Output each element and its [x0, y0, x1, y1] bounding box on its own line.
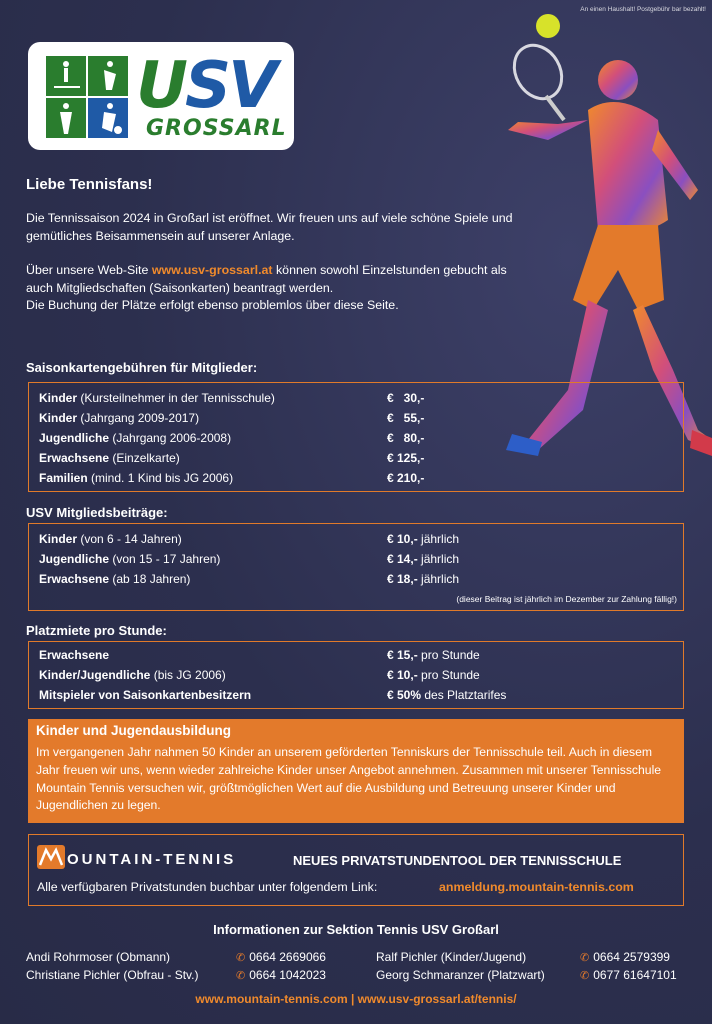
court-price: € 50% des Platztarifes [387, 688, 507, 702]
mountain-tennis-text: Alle verfügbaren Privatstunden buchbar unter folgendem Link: [37, 880, 378, 894]
postage-notice: An einen Haushalt! Postgebühr bar bezahlt! [580, 6, 706, 13]
footer-links[interactable]: www.mountain-tennis.com | www.usv-grossarl.at/tennis/ [195, 992, 517, 1006]
season-price: € 55,- [387, 411, 425, 425]
season-row: Erwachsene (Einzelkarte) [39, 451, 180, 465]
season-price: € 80,- [387, 431, 425, 445]
season-price: € 210,- [387, 471, 425, 485]
court-row: Erwachsene [39, 648, 110, 662]
membership-row: Jugendliche (von 15 - 17 Jahren) [39, 552, 221, 566]
membership-price: € 10,- jährlich [387, 532, 460, 546]
logo-grossarl-text: GROSSARL [146, 116, 287, 141]
phone-icon: ✆ [580, 952, 590, 964]
phone-icon: ✆ [580, 970, 590, 982]
mountain-tennis-box [28, 834, 684, 906]
contact-name: Georg Schmaranzer (Platzwart) [376, 968, 545, 982]
youth-training-text: Im vergangenen Jahr nahmen 50 Kinder an unserem geförderten Tenniskurs der Tennisschule teil. Auch in diesem Jahr freuen wir uns, wenn wieder zahlreiche Kinder unser Angebot annehmen. Zusammen mit unserer Tennisschule Mountain Tennis versuchen wir, größtmöglichen Wert auf die Ausbildung und Betreuung unserer Kinder und Jugendlichen zu legen. [36, 745, 662, 813]
court-rent-title: Platzmiete pro Stunde: [26, 623, 167, 638]
membership-title: USV Mitgliedsbeiträge: [26, 505, 168, 520]
season-fees-box [28, 382, 684, 492]
youth-training-box [28, 719, 684, 823]
court-row: Kinder/Jugendliche (bis JG 2006) [39, 668, 226, 682]
youth-training-title: Kinder und Jugendausbildung [36, 723, 231, 738]
intro-text [26, 210, 526, 332]
mountain-tennis-logo-text: OUNTAIN-TENNIS [67, 851, 237, 868]
court-price: € 15,- pro Stunde [387, 648, 480, 662]
logo-usv-text: USV [136, 49, 275, 123]
season-row: Jugendliche (Jahrgang 2006-2008) [39, 431, 232, 445]
season-price: € 30,- [387, 391, 425, 405]
intro-paragraph-2: Über unsere Web-Site www.usv-grossarl.at können sowohl Einzelstunden gebucht als auch Mitgliedschaften (Saisonkarten) beantragt werden. [26, 263, 507, 295]
membership-row: Erwachsene (ab 18 Jahren) [39, 572, 191, 586]
contact-name: Andi Rohrmoser (Obmann) [26, 950, 171, 964]
membership-price: € 14,- jährlich [387, 552, 460, 566]
membership-box [28, 523, 684, 611]
usv-logo [28, 42, 294, 150]
contact-phone[interactable]: ✆ 0664 1042023 [236, 968, 326, 982]
season-row: Familien (mind. 1 Kind bis JG 2006) [39, 471, 234, 485]
membership-price: € 18,- jährlich [387, 572, 460, 586]
contact-name: Ralf Pichler (Kinder/Jugend) [376, 950, 527, 964]
mountain-tennis-logo-icon [37, 845, 65, 869]
greeting-heading: Liebe Tennisfans! [26, 176, 153, 193]
season-row: Kinder (Kursteilnehmer in der Tennisschule) [39, 391, 275, 405]
intro-paragraph-3: Die Buchung der Plätze erfolgt ebenso problemlos über diese Seite. [26, 298, 399, 312]
season-price: € 125,- [387, 451, 425, 465]
info-title: Informationen zur Sektion Tennis USV Großarl [213, 922, 499, 937]
phone-icon: ✆ [236, 970, 246, 982]
season-fees-title: Saisonkartengebühren für Mitglieder: [26, 360, 258, 375]
sport-tiles-icon [46, 56, 128, 138]
mountain-tennis-booking-link[interactable]: anmeldung.mountain-tennis.com [439, 880, 634, 894]
membership-note: (dieser Beitrag ist jährlich im Dezember zur Zahlung fällig!) [456, 594, 677, 604]
contact-phone[interactable]: ✆ 0664 2669066 [236, 950, 326, 964]
season-row: Kinder (Jahrgang 2009-2017) [39, 411, 200, 425]
membership-row: Kinder (von 6 - 14 Jahren) [39, 532, 182, 546]
court-row: Mitspieler von Saisonkartenbesitzern [39, 688, 252, 702]
usv-website-link[interactable]: www.usv-grossarl.at [151, 263, 273, 277]
mountain-tennis-headline: NEUES PRIVATSTUNDENTOOL DER TENNISSCHULE [293, 853, 622, 868]
court-price: € 10,- pro Stunde [387, 668, 480, 682]
intro-paragraph-1: Die Tennissaison 2024 in Großarl ist eröffnet. Wir freuen uns auf viele schöne Spiele und gemütliches Beisammensein auf unserer Anlage. [26, 211, 513, 243]
contact-name: Christiane Pichler (Obfrau - Stv.) [26, 968, 199, 982]
contact-phone[interactable]: ✆ 0664 2579399 [580, 950, 670, 964]
contact-phone[interactable]: ✆ 0677 61647101 [580, 968, 677, 982]
court-rent-box [28, 641, 684, 709]
phone-icon: ✆ [236, 952, 246, 964]
